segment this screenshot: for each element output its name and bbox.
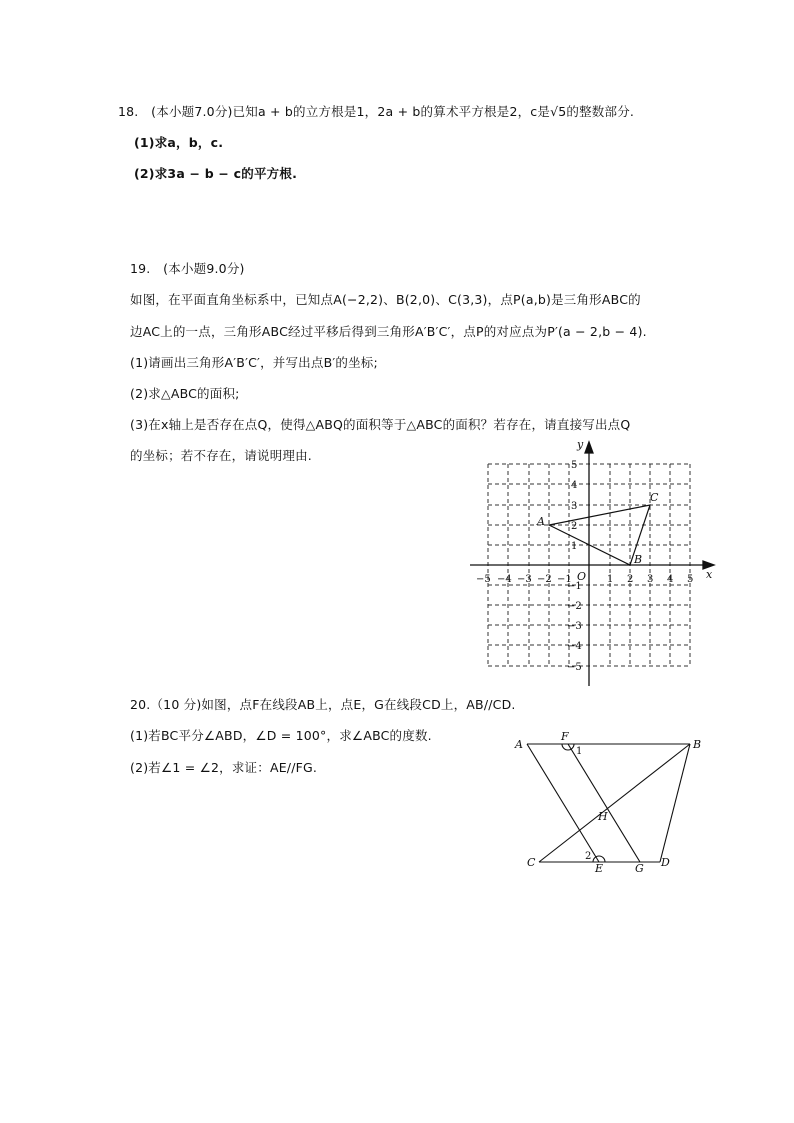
y-tick-label: 2 (571, 521, 578, 532)
label-h: H (598, 810, 608, 823)
q19-stem-line2: 边AC上的一点，三角形ABC经过平移后得到三角形A′B′C′，点P的对应点为P′(a − 2,b − 4). (130, 324, 647, 339)
y-tick-label: −4 (567, 641, 582, 652)
q19-part3-line2: 的坐标；若不存在，请说明理由. (130, 448, 312, 463)
q20-part2: (2)若∠1 = ∠2，求证：AE//FG. (130, 760, 318, 775)
label-f: F (561, 730, 569, 743)
x-tick-label: −1 (557, 574, 572, 585)
x-tick-label: −4 (497, 574, 512, 585)
q18-part1: (1)求a，b，c. (134, 135, 224, 150)
segment-bd (660, 744, 690, 862)
q19-part1: (1)请画出三角形A′B′C′，并写出点B′的坐标; (130, 355, 378, 370)
x-tick-label: −3 (517, 574, 532, 585)
y-tick-label: −5 (567, 662, 582, 673)
x-axis-label: x (706, 568, 713, 581)
segment-ae (527, 744, 599, 862)
point-a-label: A (537, 515, 545, 528)
label-c: C (527, 856, 536, 869)
segment-bc (539, 744, 690, 862)
q20-part1: (1)若BC平分∠ABD，∠D = 100°，求∠ABC的度数. (130, 728, 432, 743)
point-b-label: B (634, 553, 643, 566)
y-tick-label: 4 (571, 480, 578, 491)
q19-part2: (2)求△ABC的面积; (130, 386, 240, 401)
label-e: E (595, 862, 604, 875)
x-tick-label: 4 (667, 574, 674, 585)
y-tick-label: 3 (571, 501, 578, 512)
y-tick-label: −3 (567, 621, 582, 632)
label-d: D (661, 856, 670, 869)
q19-part3-line1: (3)在x轴上是否存在点Q，使得△ABQ的面积等于△ABC的面积？若存在，请直接写出点Q (130, 417, 631, 432)
label-angle-1: 1 (576, 746, 583, 757)
y-tick-label: −2 (567, 601, 582, 612)
x-tick-label: −5 (476, 574, 491, 585)
y-tick-label: 5 (571, 460, 578, 471)
q18-header: 18. (本小题7.0分)已知a + b的立方根是1，2a + b的算术平方根是2，c是√5的整数部分. (118, 104, 635, 119)
x-tick-label: 3 (647, 574, 654, 585)
point-c-label: C (650, 491, 659, 504)
y-tick-label: −1 (567, 581, 582, 592)
x-tick-label: 5 (687, 574, 694, 585)
x-tick-label: 1 (607, 574, 614, 585)
segment-fg (568, 744, 640, 862)
label-angle-2: 2 (585, 851, 592, 862)
y-axis-label: y (577, 438, 584, 451)
q20-header: 20.（10 分)如图，点F在线段AB上，点E，G在线段CD上，AB//CD. (130, 697, 516, 712)
label-g: G (635, 862, 644, 875)
label-a: A (515, 738, 523, 751)
label-b: B (693, 738, 702, 751)
x-tick-label: 2 (627, 574, 634, 585)
q18-part2: (2)求3a − b − c的平方根. (134, 166, 298, 181)
origin-label: O (577, 570, 587, 583)
q19-stem-line1: 如图，在平面直角坐标系中，已知点A(−2,2)、B(2,0)、C(3,3)，点P(a,b)是三角形ABC的 (130, 292, 641, 307)
x-tick-label: −2 (537, 574, 552, 585)
y-tick-label: 1 (571, 541, 578, 552)
q19-header: 19. (本小题9.0分) (130, 261, 245, 276)
